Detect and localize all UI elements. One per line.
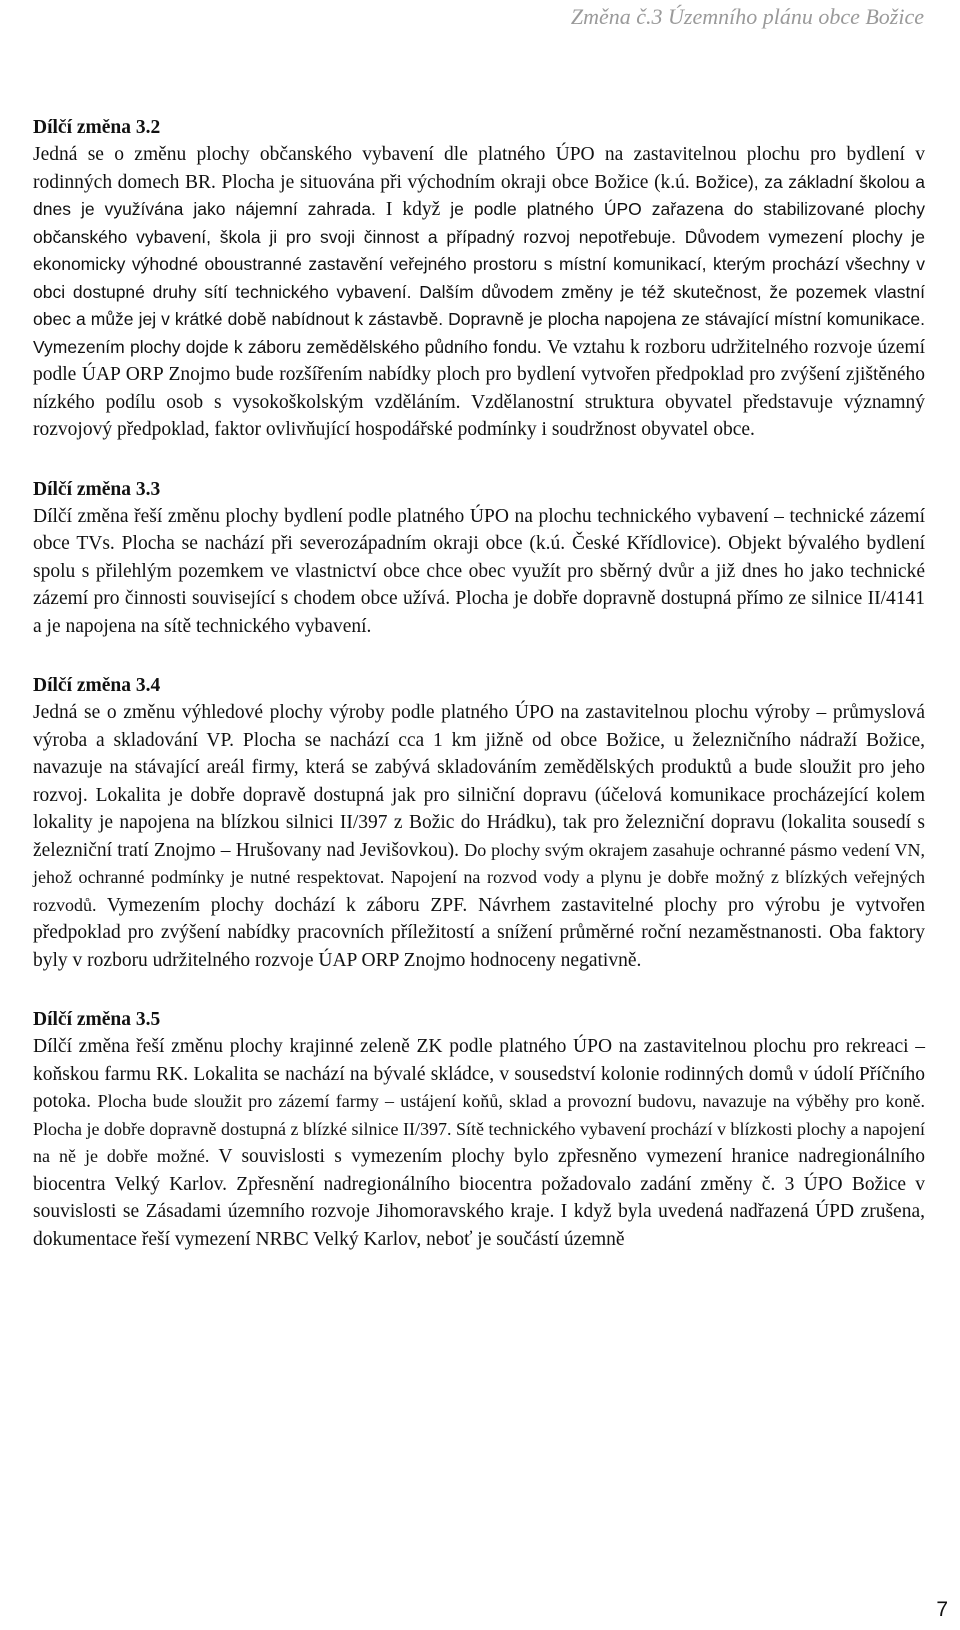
section-paragraph	[33, 141, 925, 444]
running-header: Změna č.3 Územního plánu obce Božice	[570, 4, 924, 29]
text-segment: Vymezením plochy dochází k záboru ZPF. Návrhem zastavitelné plochy pro výrobu je vytvořen předpoklad pro zvýšení nabídky pracovních příležitostí a snížení průměrné roční nezaměstnanosti. Oba faktory byly v rozboru udržitelného rozvoje ÚAP ORP Znojmo hodnoceny negativně.	[33, 894, 926, 971]
text-segment: Jedná se o změnu plochy občanského vybavení dle platného ÚPO na zastavitelnou plochu pro bydlení v rodinných domech BR. Plocha je situována při východním okraji obce Božice (k.ú.	[33, 144, 925, 193]
text-segment: je podle platného ÚPO zařazena do stabilizované plochy občanského vybavení, škola ji pro svoji činnost a případný rozvoj nepotřebuje. Důvodem vymezení plochy je ekonomicky výhodné oboustranné zastavění veřejného prostoru s místní komunikací, kterým prochází všechny v obci dostupné druhy sítí technického vybavení. Dalším důvodem změny je též skutečnost, že pozemek vlastní obec a může jej v krátké době nabídnout k zástavbě. Dopravně je plocha napojena ze stávající místní komunikace. Vymezením plochy dojde k záboru zemědělského půdního fondu.	[33, 199, 926, 357]
page-number: 7	[936, 1598, 948, 1621]
section-3-3	[33, 476, 925, 641]
text-segment: V souvislosti s vymezením plochy bylo zpřesněno vymezení hranice nadregionálního biocentra Velký Karlov. Zpřesnění nadregionálního biocentra požadovalo zadání změny č. 3 ÚPO Božice v souvislosti se Zásadami územního rozvoje Jihomoravského kraje. I když byla uvedená nadřazená ÚPD zrušena, dokumentace řeší vymezení NRBC Velký Karlov, neboť je součástí územně	[33, 1146, 925, 1250]
text-segment: Ve vztahu k rozboru udržitelného rozvoje území podle ÚAP ORP Znojmo bude rozšířením nabídky ploch pro bydlení vytvořen předpoklad pro zvýšení zjištěného nízkého podílu osob s vysokoškolským vzděláním. Vzdělanostní struktura obyvatel představuje významný rozvojový předpoklad, faktor ovlivňující hospodářské podmínky i soudržnost obyvatel obce.	[33, 336, 926, 440]
text-segment: Plocha bude sloužit pro zázemí farmy – ustájení koňů, sklad a provozní budovu, navazuje na výběhy pro koně. Plocha je dobře dopravně dostupná z blízké silnice II/397. Sítě technického vybavení prochází v blízkosti plochy a napojení na ně je dobře možné.	[33, 1091, 925, 1166]
section-paragraph	[33, 699, 925, 974]
section-3-4	[33, 672, 925, 974]
section-heading: Dílčí změna 3.3	[33, 478, 161, 500]
section-heading: Dílčí změna 3.5	[33, 1009, 161, 1030]
text-segment: Dílčí změna řeší změnu plochy krajinné zeleně ZK podle platného ÚPO na zastavitelnou plochu pro rekreaci – koňskou farmu RK. Lokalita se nachází na bývalé skládce, v sousedství kolonie rodinných domů v údolí Příčního potoka.	[33, 1036, 925, 1112]
text-segment: I když	[385, 199, 451, 220]
section-3-5	[33, 1006, 925, 1253]
section-heading: Dílčí změna 3.2	[33, 117, 161, 138]
text-segment: Božice), za základní školou a dnes je využívána jako nájemní zahrada.	[33, 171, 925, 219]
section-heading: Dílčí změna 3.4	[33, 675, 161, 696]
section-3-2	[33, 114, 925, 444]
text-segment: Do plochy svým okrajem zasahuje ochranné pásmo vedení VN, jehož ochranné podmínky je nutné respektovat. Napojení na rozvod vody a plynu je dobře možný z blízkých veřejných rozvodů.	[33, 839, 925, 915]
text-segment: Jedná se o změnu výhledové plochy výroby podle platného ÚPO na zastavitelnou plochu výroby – průmyslová výroba a skladování VP. Plocha se nachází cca 1 km jižně od obce Božice, u železničního nádraží Božice, navazuje na stávající areál firmy, která se zabývá skladováním zemědělských produktů a bude sloužit pro jeho rozvoj. Lokalita je dobře dopravě dostupná jak pro silniční dopravu (účelová komunikace procházející kolem lokality je napojena na blízkou silnici II/397 z Božic do Hrádku), tak pro železniční dopravu (lokalita sousedí s železniční tratí Znojmo – Hrušovany nad Jevišovkou).	[33, 702, 925, 861]
document-body	[33, 114, 925, 1285]
text-segment: Dílčí změna řeší změnu plochy bydlení podle platného ÚPO na plochu technického vybavení – technické zázemí obce TVs. Plocha se nachází při severozápadním okraji obce (k.ú. České Křídlovice). Objekt bývalého bydlení spolu s přilehlým pozemkem ve vlastnictví obce chce obec využít pro sběrný dvůr a již dnes ho jako technické zázemí pro činnosti související s chodem obce užívá. Plocha je dobře dopravně dostupná přímo ze silnice II/4141 a je napojena na sítě technického vybavení.	[33, 505, 925, 637]
section-paragraph	[33, 503, 925, 641]
section-paragraph	[33, 1033, 925, 1253]
